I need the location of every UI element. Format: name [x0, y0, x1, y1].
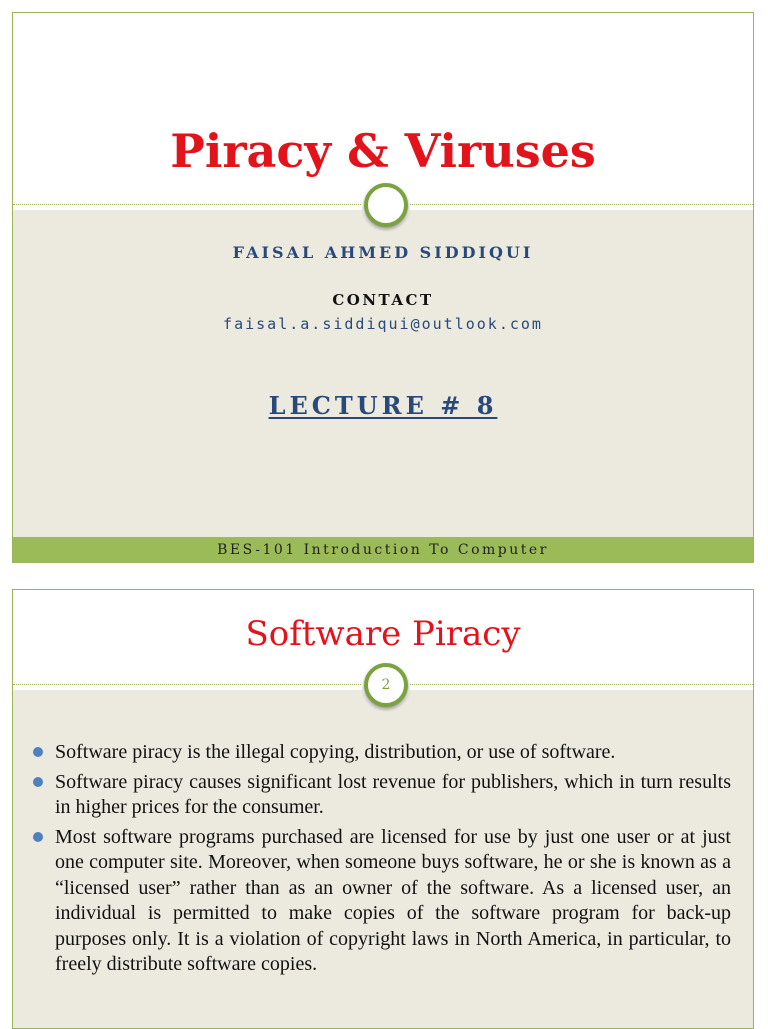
slide-number: 2: [381, 677, 391, 693]
bullet-text: Most software programs purchased are licensed for use by just one user or at just one computer site. Moreover, when someone buys software, he or she is known as a “licensed user” rather than as an owner of the software. As a licensed user, an individual is permitted to make copies of the software program for back-up purposes only. It is a violation of copyright laws in North America, in particular, to freely distribute software copies.: [55, 825, 731, 975]
slide-title: Piracy & Viruses: [170, 124, 596, 178]
contact-label: CONTACT: [332, 291, 434, 309]
contact-email: faisal.a.siddiqui@outlook.com: [223, 315, 543, 333]
slide-number-ring-icon: [364, 663, 408, 707]
list-item: [33, 770, 731, 821]
footer-bar: BES-101 Introduction To Computer: [13, 537, 753, 562]
list-item: [33, 740, 731, 766]
lecture-heading-wrapper: [13, 391, 753, 420]
bullet-dot-icon: [33, 747, 43, 757]
bullet-text: Software piracy is the illegal copying, distribution, or use of software.: [55, 741, 616, 763]
bullet-text: Software piracy causes significant lost revenue for publishers, which in turn results in higher prices for the consumer.: [55, 770, 731, 818]
lecture-heading: LECTURE # 8: [268, 391, 498, 420]
bullet-list: [33, 740, 731, 982]
slide-title: Software Piracy: [245, 614, 521, 654]
divider-ring-icon: [364, 183, 408, 227]
title-slide: [12, 12, 754, 563]
author-name: FAISAL AHMED SIDDIQUI: [232, 243, 534, 262]
bullet-dot-icon: [33, 777, 43, 787]
list-item: [33, 825, 731, 978]
bullet-dot-icon: [33, 832, 43, 842]
slide-body: [13, 210, 753, 562]
content-slide: [12, 589, 754, 1029]
